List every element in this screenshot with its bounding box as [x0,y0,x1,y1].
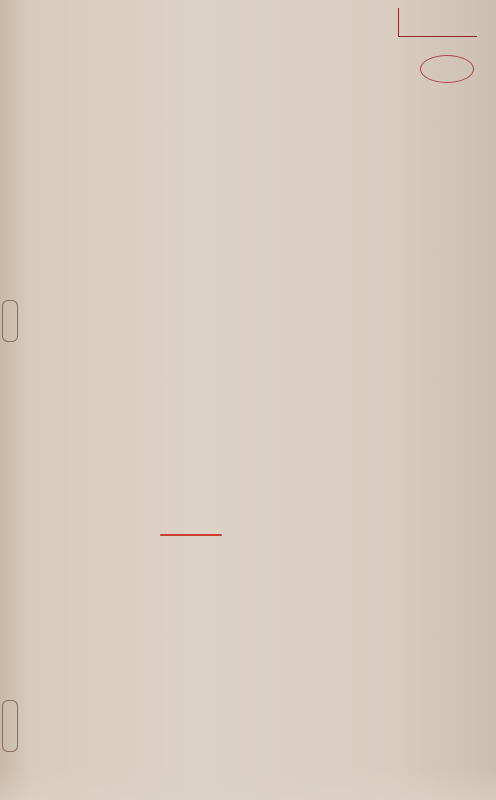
binder-ring-top [2,300,18,342]
underline-brotheration [160,534,222,536]
typed-letter [0,0,21,50]
binder-ring-bottom [2,700,18,752]
credit-line [0,770,496,800]
handwritten-times-note [285,12,394,23]
peace-label-box [398,8,477,37]
folio-number [420,55,474,83]
